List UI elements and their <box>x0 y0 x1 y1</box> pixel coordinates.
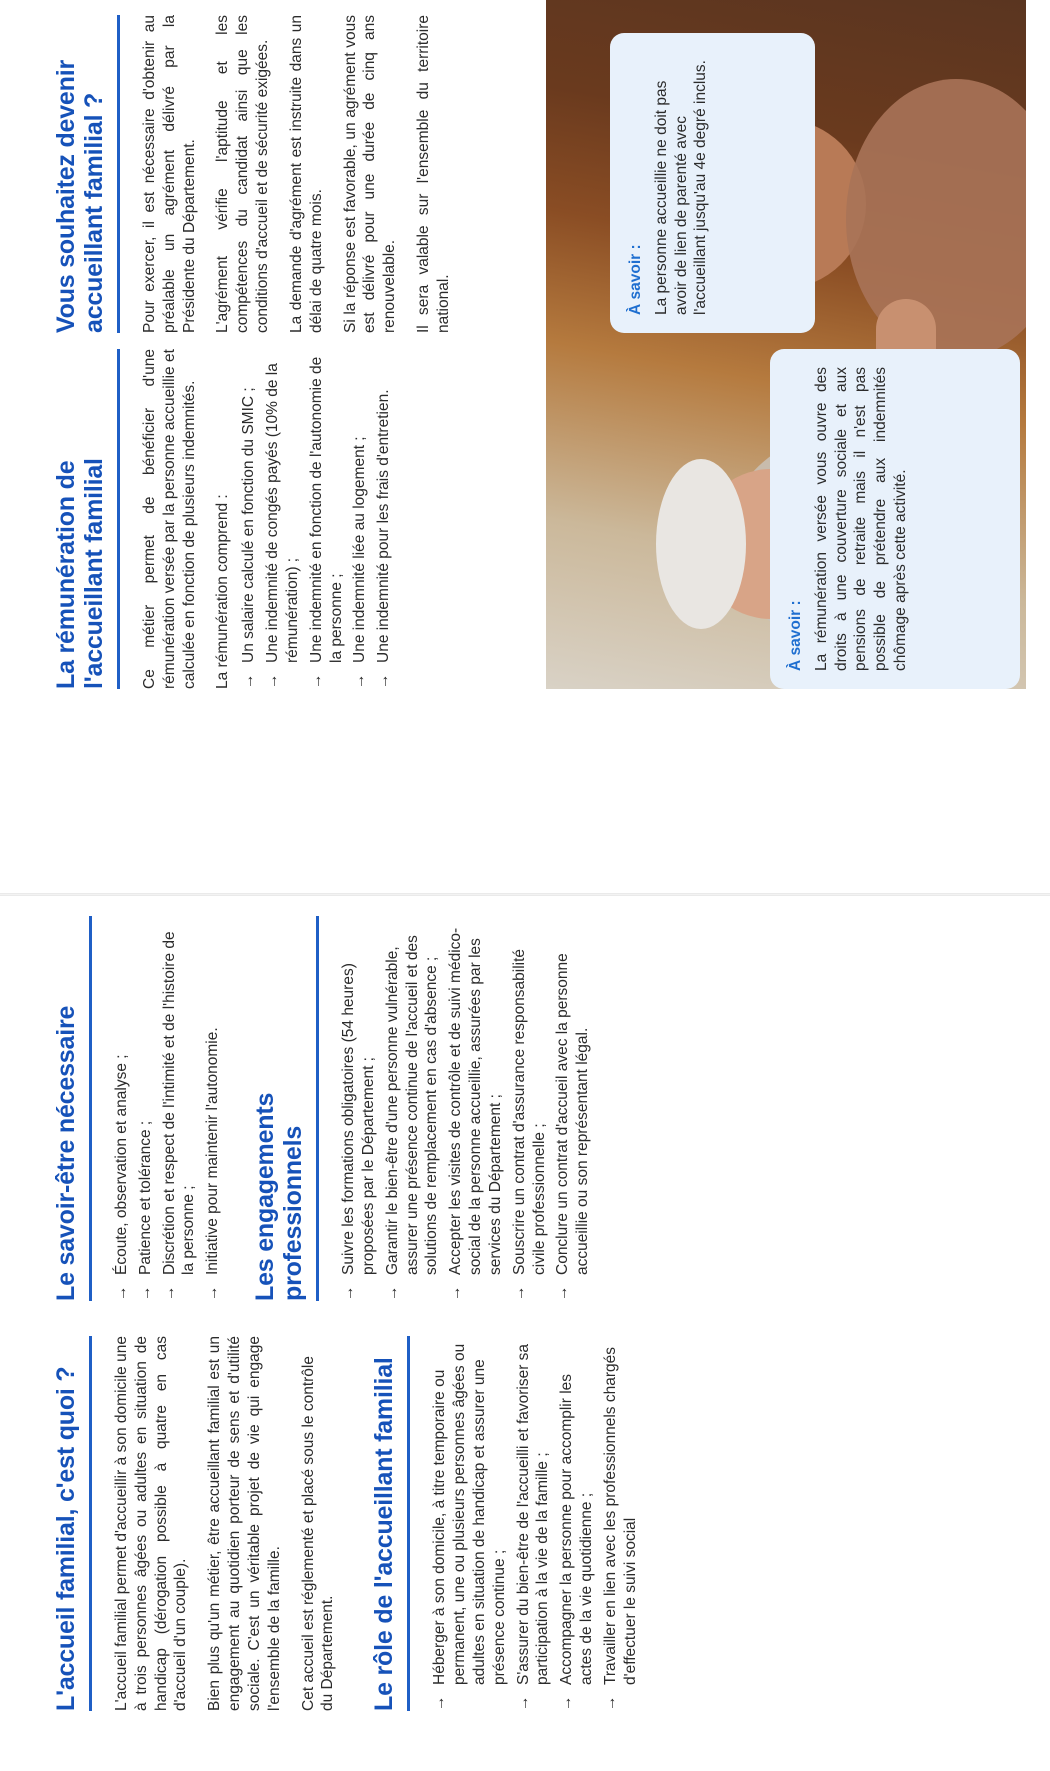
section-title-devenir: Vous souhaitez devenir accueillant familial ? <box>52 15 120 333</box>
arrow-icon: → <box>514 1695 532 1711</box>
list-item: → Un salaire calculé en fonction du SMIC ; <box>240 387 258 689</box>
list-item: → Suivre les formations obligatoires (54 heures) proposées par le Département ; <box>340 963 377 1301</box>
list-item: → Une indemnité liée au logement ; <box>351 436 369 689</box>
paragraph: Cet accueil est réglementé et placé sous le contrôle du Département. <box>299 1356 337 1711</box>
paragraph: L'accueil familial permet d'accueillir à son domicile une à trois personnes âgées ou adultes en situation de handicap (dérogation possible à quatre en cas d'accueil d'un couple). <box>113 1336 190 1711</box>
arrow-icon: → <box>447 1285 465 1301</box>
list-item: → Initiative pour maintenir l'autonomie. <box>204 1027 222 1301</box>
arrow-icon: → <box>136 1285 154 1301</box>
section-title-savoir-etre: Le savoir-être nécessaire <box>52 916 92 1301</box>
list-item: → Écoute, observation et analyse ; <box>113 1054 130 1301</box>
savoir-etre-list <box>112 916 223 1301</box>
column-savoir-etre <box>52 916 611 1301</box>
paragraph: Si la réponse est favorable, un agrément vous est délivré pour une durée de cinq ans renouvelable. <box>341 15 399 333</box>
list-item: → Conclure un contrat d'accueil avec la personne accueillie ou son représentant légal. <box>554 953 592 1301</box>
arrow-icon: → <box>554 1285 572 1301</box>
remuneration-list <box>239 349 394 689</box>
info-box-title: À savoir : <box>787 600 804 671</box>
arrow-icon: → <box>160 1285 178 1301</box>
role-list <box>430 1336 640 1711</box>
paragraph: Ce métier permet de bénéficier d'une rémunération versée par la personne accueillie et calculée en fonction de plusieurs indemnités. <box>141 349 198 689</box>
info-box-remuneration <box>770 349 1020 689</box>
arrow-icon: → <box>340 1285 358 1301</box>
engagements-list <box>339 916 593 1301</box>
list-item: → Souscrire un contrat d'assurance responsabilité civile professionnelle ; <box>510 948 548 1301</box>
list-item: → Discrétion et respect de l'intimité et de l'histoire de la personne ; <box>160 931 198 1301</box>
list-item: → Héberger à son domicile, à titre temporaire ou permanent, une ou plusieurs personnes âgées ou adultes en situation de handicap et assurer une présence continue ; <box>431 1343 508 1711</box>
list-item: → S'assurer du bien-être de l'accueilli et favoriser sa participation à la vie de la famille ; <box>514 1343 552 1711</box>
list-item: → Patience et tolérance ; <box>136 1120 154 1301</box>
list-item: → Accepter les visites de contrôle et de suivi médico-social de la personne accueillie, assurées par les services du Département ; <box>447 927 504 1301</box>
paragraph: Bien plus qu'un métier, être accueillant familial est un engagement au quotidien porteur de sens et d'utilité sociale. C'est un véritable projet de vie qui engage l'ensemble de la famille. <box>206 1336 283 1711</box>
list-item: → Une indemnité pour les frais d'entretien. <box>375 389 393 689</box>
section-title-engagements: Les engagements professionnels <box>251 916 319 1301</box>
arrow-icon: → <box>204 1285 222 1301</box>
list-item: → Garantir le bien-être d'une personne vulnérable, assurer une présence continue de l'accueil et des solutions de remplacement en cas d'absence ; <box>383 935 441 1301</box>
info-box-title: À savoir : <box>627 244 644 315</box>
arrow-icon: → <box>351 673 369 689</box>
list-item: → Travailler en lien avec les professionnels chargés d'effectuer le suivi social <box>601 1346 639 1711</box>
arrow-icon: → <box>558 1695 576 1711</box>
info-box-text: La rémunération versée vous ouvre des droits à une couverture sociale et aux pensions de retraite mais il n'est pas possible de prétendre aux indemnités chômage après cette activité. <box>812 367 910 671</box>
arrow-icon: → <box>375 673 393 689</box>
paragraph: La rémunération comprend : <box>214 494 232 689</box>
arrow-icon: → <box>240 673 258 689</box>
column-devenir <box>52 15 468 333</box>
section-title-role: Le rôle de l'accueillant familial <box>370 1336 410 1711</box>
list-item: → Une indemnité en fonction de l'autonomie de la personne ; <box>307 356 345 689</box>
column-remuneration <box>52 349 412 689</box>
arrow-icon: → <box>510 1285 528 1301</box>
list-item: → Une indemnité de congés payés (10% de la rémunération) ; <box>264 363 301 689</box>
list-item: → Accompagner la personne pour accomplir les actes de la vie quotidienne ; <box>558 1373 596 1711</box>
section-title-remuneration: La rémunération de l'accueillant familial <box>52 349 120 689</box>
paragraph: Il sera valable sur l'ensemble du territoire national. <box>415 15 452 333</box>
info-box-agrement <box>610 33 815 333</box>
fold-line <box>0 893 1050 896</box>
paragraph: La demande d'agrément est instruite dans un délai de quatre mois. <box>287 15 325 333</box>
column-accueil-familial <box>52 1336 659 1711</box>
arrow-icon: → <box>307 673 325 689</box>
paragraph: Pour exercer, il est nécessaire d'obtenir au préalable un agrément délivré par la Présidente du Département. <box>141 15 198 333</box>
section-title-accueil-familial: L'accueil familial, c'est quoi ? <box>52 1336 92 1711</box>
arrow-icon: → <box>113 1285 130 1301</box>
arrow-icon: → <box>601 1695 619 1711</box>
info-box-text: La personne accueillie ne doit pas avoir de lien de parenté avec l'accueillant jusqu'au 4e degré inclus. <box>652 60 710 315</box>
arrow-icon: → <box>431 1695 449 1711</box>
paragraph: L'agrément vérifie l'aptitude et les compétences du candidat ainsi que les conditions d'accueil et de sécurité exigées. <box>214 15 272 333</box>
arrow-icon: → <box>264 673 282 689</box>
arrow-icon: → <box>383 1285 401 1301</box>
